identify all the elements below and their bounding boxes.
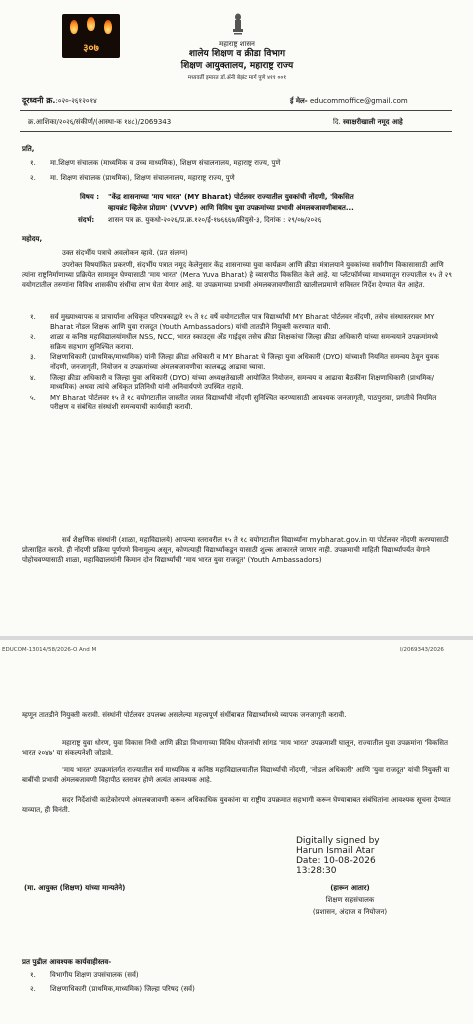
ashoka-emblem-icon — [232, 12, 244, 38]
page-header-left: EDUCOM-13014/58/2026-O And M — [2, 647, 97, 653]
list-item: १. मा.शिक्षण संचालक (माध्यमिक व उच्च माध्यमिक), शिक्षण संचालनालय, महाराष्ट्र राज्य, पुणे — [30, 159, 281, 167]
list-item: १. विभागीय शिक्षण उपसंचालक (सर्व) — [30, 971, 139, 979]
subject-line-2: व्हायब्रंट व्हिलेज प्रोग्राम' (VVVP) आणि विविध युवा उपक्रमांच्या प्रभावी अंमलबजावणीबाबत... — [108, 204, 354, 212]
paragraph-continued: म्हणून तातडीने नियुक्ती करावी. संस्थांनी पोर्टलवर उपलब्ध असलेल्या महत्त्वपूर्ण संधींबाबत विद्यार्थ्यांमध्ये व्यापक जनजागृती करावी. — [22, 711, 347, 719]
signatory-designation: शिक्षण सहसंचालक — [325, 896, 375, 904]
signatory-name: (हारून आतार) — [330, 884, 370, 892]
list-item: १. सर्व मुख्याध्यापक व प्राचार्यांना अधिकृत परिपत्रकाद्वारे १५ ते १८ वर्षे वयोगटातील पात्र विद्यार्थ्यांची MY Bharat पोर्टलवर नोंदणी, तसेच संस्थास्तरावर MY Bharat नोडल शिक्षक आणि युवा राजदूत (Youth Ambassadors) यांची तातडीने नियुक्ती करण्यात यावी. — [30, 313, 435, 331]
list-item: २. शिक्षणाधिकारी (प्राथमिक,माध्यमिक) जिल्हा परिषद (सर्व) — [30, 984, 195, 993]
signature-line-3: Date: 10-08-2026 — [296, 856, 376, 866]
list-item: ५. MY Bharat पोर्टलवर १५ ते १८ वयोगटातील जास्तीत जास्त विद्यार्थ्यांची नोंदणी सुनिश्चित करण्यासाठी आवश्यक जनजागृती, पाठपुरावा, प्रगतीचे नियमित परीक्षण व संबंधित संस्थांशी समन्वयाची कार्यवाही करावी. — [30, 393, 437, 412]
department-name: शालेय शिक्षण व क्रीडा विभाग — [188, 49, 286, 59]
email-label: ई मेल- — [290, 97, 308, 105]
phone-label: दूरध्वनी क्र. — [22, 96, 56, 105]
paragraph-3: महाराष्ट्र युवा धोरण, युवा विकास निधी आणि क्रीडा विभागाच्या विविध योजनांची सांगड 'माय भारत' उपक्रमाशी घालून, राज्यातील युवा उपक्रमांना 'विकसित भारत २०४७' या संकल्पनेशी जोडावे. — [22, 739, 448, 757]
reference-text: शासन पत्र क्र. युकधो-२०२६/प्र.क्र.१२०/ई-१७६६६७/क्रीयुसे-३, दिनांक : २९/०७/२०२६ — [108, 216, 322, 224]
email-value[interactable]: educommoffice@gmail.com — [309, 97, 408, 105]
paragraph-1: उपरोक्त विषयांकित प्रकरणी, संदर्भीय पत्रात नमूद केलेनुसार केंद्र शासनाच्या युवा कार्यक्रम आणि क्रीडा मंत्रालयाने युवकांच्या सर्वांगीण विकासासाठी आणि त्यांना राष्ट्रनिर्माणाच्या प्रक्रियेत सामावून घेण्यासाठी 'माय भारत' (Mera Yuva Bharat) हे व्यासपीठ विकसित केले आहे. या प्लॅटफॉर्मच्या माध्यमातून राज्यातील १५ ते २९ वयोगटातील तरुणांना विविध शासकीय संधींचा लाभ घेता येणार आहे. या उपक्रमाच्या प्रभावी अंमलबजावणीसाठी खालीलप्रमाणे सविस्तर निर्देश देण्यात येत आहेत. — [22, 261, 452, 289]
list-item: २. शाळा व कनिष्ठ महाविद्यालयांमधील NSS, NCC, भारत स्काउट्स अँड गाईड्स तसेच क्रीडा शिक्षकांचा जिल्हा क्रीडा अधिकारी यांच्या समन्वयाने उपक्रमांमध्ये सक्रिय सहभाग सुनिश्चित करावा. — [30, 333, 438, 351]
phone-value: :०२०-२६१२०१४ — [55, 97, 97, 105]
intro-line: उक्त संदर्भीय पत्राचे अवलोकन व्हावे. (प्रत संलग्न) — [62, 249, 188, 257]
office-address: मध्यवर्ती इमारत डॉ.ॲनी बेझंट मार्ग पुणे ४११ ००१ — [187, 75, 287, 81]
paragraph-5: सदर निर्देशांची काटेकोरपणे अंमलबजावणी करून अधिकाधिक युवकांना या राष्ट्रीय उपक्रमात सहभागी करून घेण्याबाबत संबंधितांना आवश्यक सूचना देण्यात याव्यात, ही विनंती. — [22, 796, 451, 814]
signature-line-4: 13:28:30 — [296, 866, 337, 876]
signatory-unit: (प्रशासन, अंदाज व नियोजन) — [312, 908, 388, 916]
office-name: शिक्षण आयुक्तालय, महाराष्ट्र राज्य — [180, 61, 294, 71]
paragraph-4: 'माय भारत' उपक्रमांतर्गत राज्यातील सर्व माध्यमिक व कनिष्ठ महाविद्यालयातील विद्यार्थ्यांची नोंदणी, 'नोडल अधिकारी' आणि 'युवा राजदूत' यांची नियुक्ती या बाबींची प्रभावी अंमलबजावणी विहापीठ स्तरावर होणे अत्यंत आवश्यक आहे. — [22, 766, 450, 784]
flame-icon — [104, 20, 112, 34]
date-value: स्वाक्षरीखाली नमूद आहे — [343, 118, 403, 126]
letter-page-2 — [0, 640, 473, 1024]
phone-line — [22, 96, 97, 106]
divider — [20, 131, 452, 132]
points-list — [30, 313, 452, 414]
flame-icon — [70, 20, 78, 34]
list-item: ४. जिल्हा क्रीडा अधिकारी व जिल्हा युवा अधिकारी (DYO) यांच्या अध्यक्षतेखाली आयोजित नियोजन, समन्वय व आढावा बैठकींना शिक्षणाधिकारी (प्राथमिक/माध्यमिक) अथवा त्यांचे अधिकृत प्रतिनिधी यांनी अनिवार्यपणे उपस्थित राहावे. — [30, 373, 435, 392]
govt-name: महाराष्ट्र शासन — [219, 40, 255, 48]
signature-line-1: Digitally signed by — [296, 836, 380, 846]
recipients-label: प्रति, — [22, 145, 35, 153]
paragraph-2: सर्व शैक्षणिक संस्थांनी (शाळा, महाविद्यालये) आपल्या स्तरावरील १५ ते १८ वयोगटातील विद्यार्थ्यांना mybharat.gov.in या पोर्टलवर नोंदणी करण्यासाठी प्रोत्साहित करावे. ही नोंदणी प्रक्रिया पूर्णपणे विनामूल्य असून, कोणत्याही विद्यार्थ्यांकडून यासाठी शुल्क आकारले जाणार नाही. उपक्रमाची माहिती विद्यार्थ्यांपर्यंत वेगाने पोहोचवण्यासाठी शाळा, महाविद्यालयांनी किमान दोन विद्यार्थ्यांची 'माय भारत युवा राजदूत' (Youth Ambassadors) — [22, 536, 449, 564]
list-item: २. मा. शिक्षण संचालक (प्राथमिक), शिक्षण संचालनालय, महाराष्ट्र राज्य, पुणे — [30, 173, 235, 182]
diya-logo — [62, 14, 120, 58]
subject-label: विषय : — [80, 193, 100, 201]
page-header-right: I/2069343/2026 — [400, 647, 444, 653]
subject-line-1: "केंद्र शासनाच्या 'माय भारत' (MY Bharat) पोर्टलवर राज्यातील युवकांची नोंदणी, 'विकसित — [108, 193, 354, 201]
reference-label: संदर्भ: — [78, 216, 95, 224]
approval-note: (मा. आयुक्त (शिक्षण) यांच्या मान्यतेने) — [24, 884, 126, 892]
reference-number: क्र.आशिका/२०२६/संकीर्ण/(आस्था-क १४८)/2069343 — [28, 118, 172, 126]
date-label: दि. — [333, 118, 341, 126]
recipients-list — [30, 159, 450, 184]
logo-text: ३०७ — [83, 43, 99, 54]
copy-to-list — [30, 971, 450, 995]
flame-icon — [87, 17, 95, 31]
divider — [20, 110, 452, 111]
copy-to-title: प्रत पुढील आवश्यक कार्यवाहीस्तव- — [22, 958, 112, 966]
email-line — [290, 97, 408, 106]
salutation: महोदय, — [22, 235, 43, 243]
reference-date — [333, 118, 403, 127]
list-item: ३. शिक्षणाधिकारी (प्राथमिक/माध्यमिक) यांनी जिल्हा क्रीडा अधिकारी व MY Bharat चे जिल्हा युवा अधिकारी (DYO) यांच्याशी नियमित समन्वय ठेवून युवक नोंदणी, जनजागृती, नियोजन व उपक्रमांच्या अंमलबजावणीचा कालबद्ध आढावा घ्यावा. — [30, 353, 439, 371]
signature-line-2: Harun Ismail Atar — [296, 846, 375, 856]
